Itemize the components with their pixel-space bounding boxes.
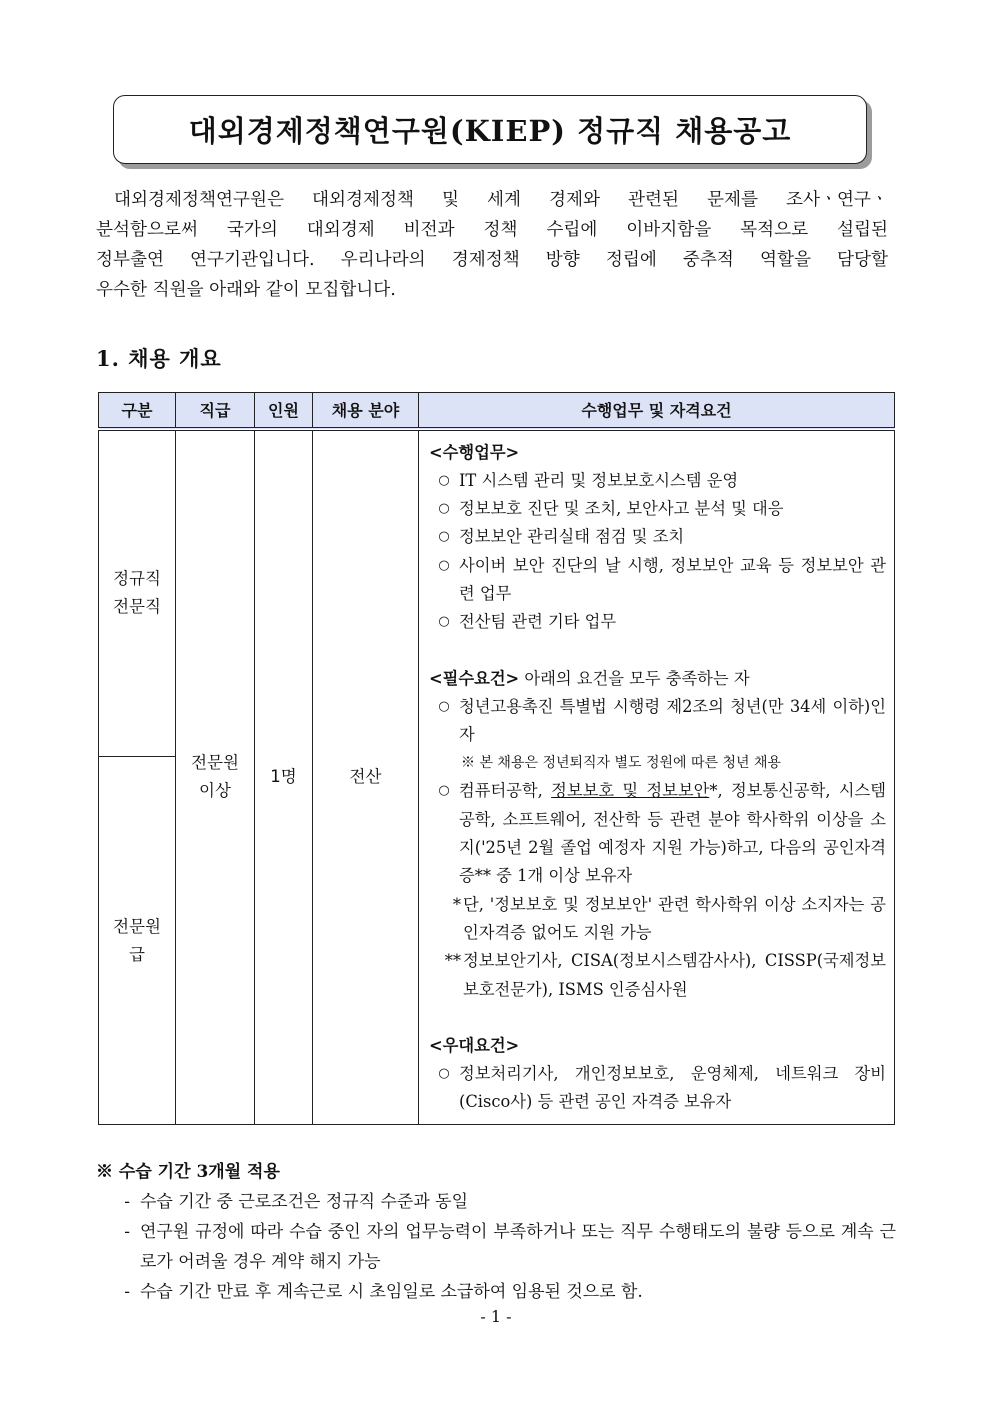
intro-line: 분석함으로써 국가의 대외경제 비전과 정책 수립에 이바지함을 목적으로 설립된 [96,220,888,240]
preferred-heading: <우대요건> [429,1035,520,1055]
table-row [99,429,895,757]
footnote-mark: ** [444,951,461,971]
bullet-icon: ○ [438,472,450,488]
section-heading: 1. 채용 개요 [96,346,222,371]
bullet-icon: ○ [438,557,450,573]
category-text: 급 [129,944,145,964]
duties-cell [419,429,895,1125]
bullet-icon: ○ [438,614,450,630]
preferred-text: 정보처리기사, 개인정보보호, 운영체제, 네트워크 장비(Cisco사) 등 관련 공인 자격증 보유자 [459,1064,886,1112]
dash-mark: - [124,1282,130,1302]
table-header-row [99,393,895,429]
probation-notice [96,1157,896,1307]
list-item [429,1060,886,1117]
requirement-text: *, 정보통신공학, 시스템공학, 소프트웨어, 전산학 등 관련 분야 학사학위 이상을 소지('25년 2월 졸업 예정자 지원 가능)하고, 다음의 공인자격증** 중 1개 이상 보유자 [459,781,886,886]
duty-text: IT 시스템 관리 및 정보보호시스템 운영 [459,470,739,490]
bullet-icon: ○ [438,783,450,799]
field-cell: 전산 [313,429,419,1125]
requirements-heading: <필수요건> [429,668,520,688]
category-text: 전문원 [113,916,161,936]
page-title: 대외경제정책연구원(KIEP) 정규직 채용공고 [188,114,792,148]
duty-text: 전산팀 관련 기타 업무 [459,612,617,632]
probation-text: 수습 기간 중 근로조건은 정규직 수준과 동일 [140,1192,469,1212]
intro-line: 우수한 직원을 아래와 같이 모집합니다. [96,280,396,300]
category-cell [99,757,176,1125]
category-text: 정규직 [113,569,161,589]
col-header: 직급 [176,393,255,429]
grade-text: 전문원 [191,753,239,773]
bullet-icon: ○ [438,698,450,714]
col-header: 인원 [255,393,313,429]
probation-heading: ※ 수습 기간 3개월 적용 [96,1162,280,1182]
recruitment-table [98,392,895,1125]
duty-text: 정보보호 진단 및 조치, 보안사고 분석 및 대응 [459,499,784,519]
list-item [96,1187,896,1217]
col-header: 구분 [99,393,176,429]
requirements-intro: 아래의 요건을 모두 충족하는 자 [519,668,750,688]
page-number: - 1 - [480,1307,512,1326]
list-item [429,495,886,523]
grade-cell [176,429,255,1125]
duties-heading: <수행업무> [429,442,520,462]
col-header: 수행업무 및 자격요건 [419,393,895,429]
intro-line: 대외경제정책연구원은 대외경제정책 및 세계 경제와 관련된 문제를 조사ㆍ연구ㆍ [114,190,888,210]
footnote-text: 단, '정보보호 및 정보보안' 관련 학사학위 이상 소지자는 공인자격증 없어도 지원 가능 [463,894,886,942]
col-header: 채용 분야 [313,393,419,429]
duty-text: 사이버 보안 진단의 날 시행, 정보보안 교육 등 정보보안 관련 업무 [459,555,886,603]
list-item [96,1217,896,1277]
bullet-icon: ○ [438,501,450,517]
list-item [429,777,886,890]
intro-line: 정부출연 연구기관입니다. 우리나라의 경제정책 방향 정립에 중추적 역할을 담당할 [96,250,888,270]
requirement-text: 청년고용촉진 특별법 시행령 제2조의 청년(만 34세 이하)인 자 [459,696,886,745]
dash-mark: - [124,1192,130,1212]
list-item [429,552,886,609]
note-text: ※ 본 채용은 정년퇴직자 별도 정원에 따른 청년 채용 [461,755,782,772]
footnote-double [429,947,886,1004]
footnote-single [429,891,886,948]
headcount-cell: 1명 [255,429,313,1125]
duty-text: 정보보안 관리실태 점검 및 조치 [459,527,685,547]
probation-text: 연구원 규정에 따라 수습 중인 자의 업무능력이 부족하거나 또는 직무 수행태도의 불량 등으로 계속 근로가 어려울 경우 계약 해지 가능 [140,1222,896,1272]
requirement-text: 컴퓨터공학, [459,781,552,801]
intro-paragraph [96,185,888,305]
list-item [96,1277,896,1307]
list-item [429,523,886,551]
category-cell [99,429,176,757]
list-item [429,693,886,750]
title-box [113,95,867,164]
bullet-icon: ○ [438,1066,450,1082]
list-item [429,467,886,495]
footnote-mark: * [452,894,461,914]
grade-text: 이상 [199,781,231,801]
category-text: 전문직 [113,597,161,617]
bullet-icon: ○ [438,529,450,545]
requirements-heading-line [429,665,886,693]
dash-mark: - [124,1222,130,1242]
footnote-text: 정보보안기사, CISA(정보시스템감사사), CISSP(국제정보보호전문가), ISMS 인증심사원 [463,951,886,999]
list-item [429,608,886,636]
underlined-major: 정보보호 및 정보보안 [551,781,710,801]
probation-text: 수습 기간 만료 후 계속근로 시 초임일로 소급하여 임용된 것으로 함. [140,1282,643,1302]
